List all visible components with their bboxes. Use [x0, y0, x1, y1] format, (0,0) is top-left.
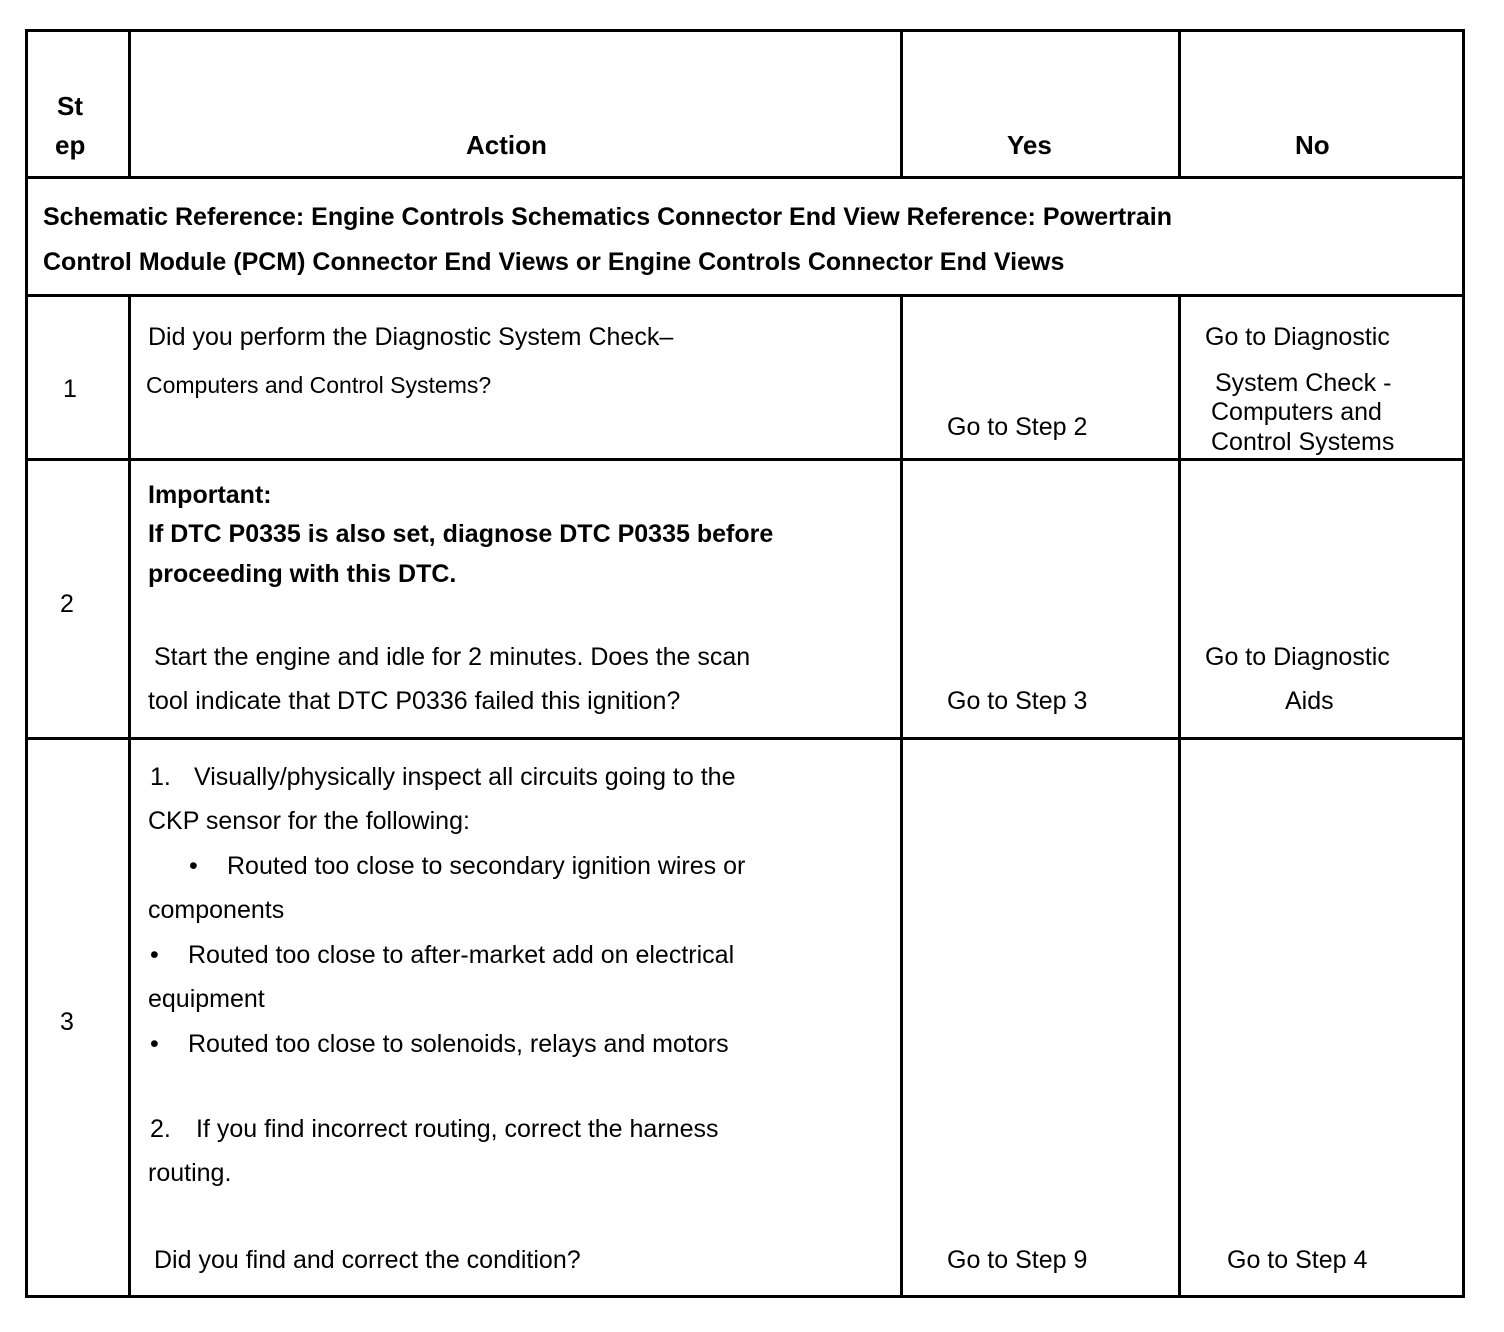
no-cell: [1180, 460, 1464, 739]
yes-link[interactable]: Go to Step 3: [947, 687, 1088, 715]
action-text-line2: Computers and Control Systems?: [146, 372, 492, 398]
schematic-reference-text: [43, 195, 1443, 285]
item2-line2: routing.: [148, 1159, 232, 1187]
step-number: 2: [60, 590, 74, 618]
yes-link[interactable]: Go to Step 2: [947, 413, 1088, 441]
bullet-icon: •: [189, 852, 198, 880]
no-cell: [1180, 739, 1464, 1297]
important-line1: If DTC P0335 is also set, diagnose DTC P0335 before: [148, 520, 774, 548]
table-row: [27, 460, 1464, 739]
no-link-line1[interactable]: Go to Diagnostic: [1205, 323, 1390, 351]
header-yes: [902, 31, 1180, 178]
bullet3-line1: Routed too close to solenoids, relays and motors: [188, 1030, 729, 1058]
diagnostic-table: [25, 29, 1465, 1298]
item1-line1: Visually/physically inspect all circuits going to the: [194, 763, 736, 791]
schematic-reference-row: [27, 178, 1464, 296]
schematic-line2: Control Module (PCM) Connector End Views or Engine Controls Connector End Views: [43, 248, 1065, 276]
step-number: 3: [60, 1008, 74, 1036]
action-cell: [130, 739, 902, 1297]
no-link-line4[interactable]: Control Systems: [1211, 428, 1395, 456]
header-yes-label: Yes: [1007, 130, 1052, 160]
schematic-line1: Schematic Reference: Engine Controls Schematics Connector End View Reference: Powertrain: [43, 203, 1173, 231]
bullet-icon: •: [150, 941, 159, 969]
item2-line1: If you find incorrect routing, correct the harness: [196, 1115, 719, 1143]
step-cell: [27, 739, 130, 1297]
action-text-line2: tool indicate that DTC P0336 failed this ignition?: [148, 687, 681, 715]
yes-cell: [902, 296, 1180, 460]
action-cell: [130, 460, 902, 739]
bullet1-line2: components: [148, 896, 285, 924]
action-text-line1: Start the engine and idle for 2 minutes. Does the scan: [154, 643, 751, 671]
yes-cell: [902, 739, 1180, 1297]
item2-number: 2.: [150, 1115, 171, 1143]
bullet1-line1: Routed too close to secondary ignition wires or: [227, 852, 746, 880]
important-label: Important:: [148, 481, 272, 509]
header-no-label: No: [1295, 130, 1330, 160]
action-text-line1: Did you perform the Diagnostic System Check–: [148, 323, 674, 351]
no-link-line2[interactable]: Aids: [1285, 687, 1334, 715]
header-step: [27, 31, 130, 178]
no-link-line3[interactable]: Computers and: [1211, 398, 1382, 426]
step-number: 1: [63, 375, 77, 403]
yes-link[interactable]: Go to Step 9: [947, 1246, 1088, 1274]
no-link[interactable]: Go to Step 4: [1227, 1246, 1368, 1274]
table-row: [27, 739, 1464, 1297]
header-no: [1180, 31, 1464, 178]
item1-line2: CKP sensor for the following:: [148, 807, 470, 835]
schematic-reference-cell: [27, 178, 1464, 296]
bullet2-line1: Routed too close to after-market add on electrical: [188, 941, 735, 969]
yes-cell: [902, 460, 1180, 739]
no-link-line1[interactable]: Go to Diagnostic: [1205, 643, 1390, 671]
item1-number: 1.: [150, 763, 171, 791]
header-action-label: Action: [466, 130, 547, 160]
header-row: [27, 31, 1464, 178]
step-cell: [27, 460, 130, 739]
action-cell: [130, 296, 902, 460]
no-link-line2[interactable]: System Check -: [1215, 369, 1392, 397]
step-cell: [27, 296, 130, 460]
table-row: [27, 296, 1464, 460]
bullet2-line2: equipment: [148, 985, 265, 1013]
header-step-line1: St: [57, 91, 83, 121]
question-text: Did you find and correct the condition?: [154, 1246, 581, 1274]
no-cell: [1180, 296, 1464, 460]
important-line2: proceeding with this DTC.: [148, 560, 457, 588]
header-action: [130, 31, 902, 178]
bullet-icon: •: [150, 1030, 159, 1058]
header-step-line2: ep: [55, 130, 86, 160]
